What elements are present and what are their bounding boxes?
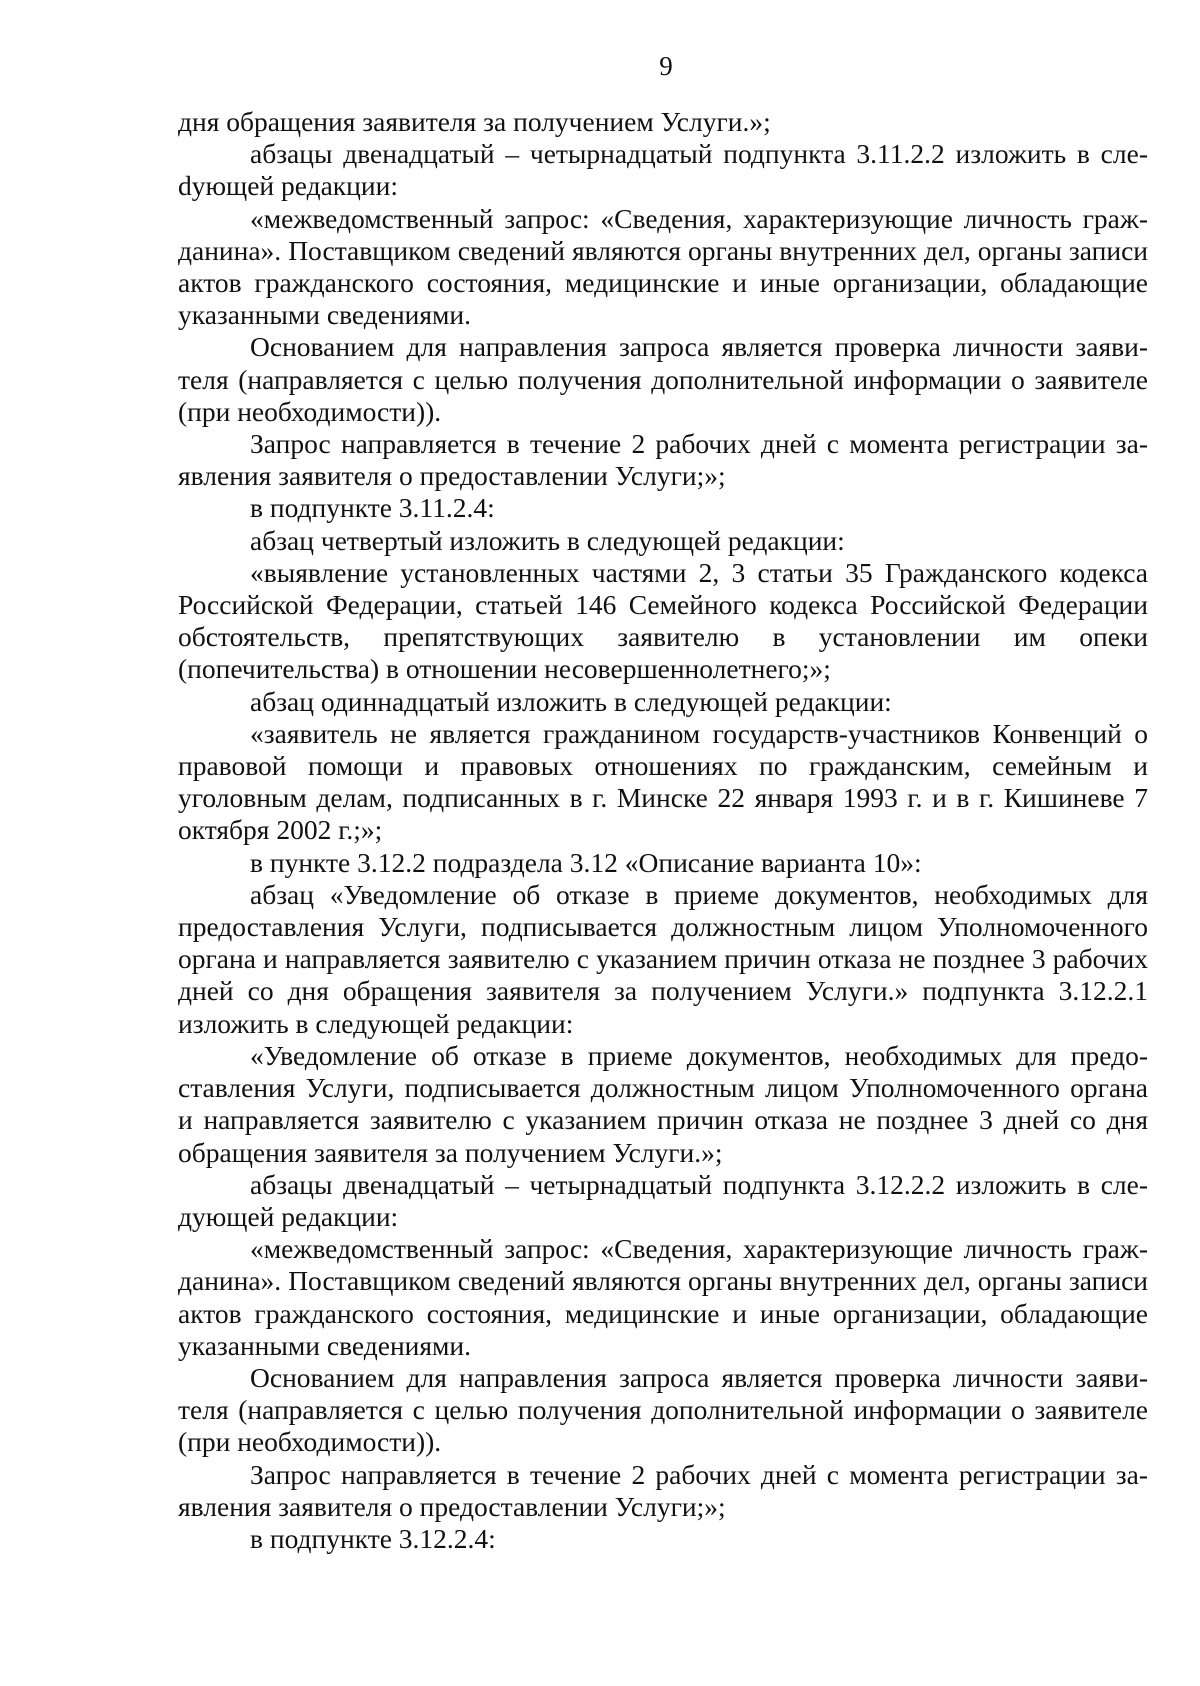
paragraph: Основанием для направления запроса является проверка личности заявителя (направляется с целью получения дополнительной информации о заявителе (при необходимости)). bbox=[178, 1361, 1148, 1458]
paragraph: «межведомственный запрос: «Сведения, характеризующие личность гражданина». Поставщиком сведений являются органы внутренних дел, органы записи актов гражданского состояния, медицинские и иные организации, обладающие указанными сведениями. bbox=[178, 1233, 1148, 1361]
paragraph: Основанием для направления запроса является проверка личности заявителя (направляется с целью получения дополнительной информации о заявителе (при необходимости)). bbox=[178, 331, 1148, 427]
paragraph: абзац «Уведомление об отказе в приеме документов, необходимых для предоставления Услуги, подписывается должностным лицом Уполномоченного органа и направляется заявителю с указанием причин отказа не позднее 3 рабочих дней со дня обращения заявителя за получением Услуги.» подпункта 3.12.2.1 изложить в следующей редакции: bbox=[178, 878, 1148, 1039]
paragraph: абзац четвертый изложить в следующей редакции: bbox=[250, 524, 845, 556]
paragraph: «Уведомление об отказе в приеме документов, необходимых для предоставления Услуги, подписывается должностным лицом Уполномоченного органа и направляется заявителю с указанием причин отказа не позднее 3 дней со дня обращения заявителя за получением Услуги.»; bbox=[178, 1039, 1148, 1168]
paragraph: в подпункте 3.12.2.4: bbox=[250, 1522, 496, 1554]
paragraph: в пункте 3.12.2 подраздела 3.12 «Описание варианта 10»: bbox=[250, 846, 922, 878]
page-number: 9 bbox=[659, 51, 673, 81]
paragraph: Запрос направляется в течение 2 рабочих дней с момента регистрации заявления заявителя о предоставлении Услуги;»; bbox=[178, 1458, 1148, 1522]
paragraph: абзацы двенадцатый – четырнадцатый подпункта 3.11.2.2 изложить в слеdующей редакции: bbox=[178, 138, 1148, 202]
paragraph: «заявитель не является гражданином государств-участников Конвенций о правовой помощи и правовых отношениях по гражданским, семейным и уголовным делам, подписанных в г. Минске 22 января 1993 г. и в г. Кишиневе 7 октября 2002 г.;»; bbox=[178, 717, 1148, 846]
paragraph: абзацы двенадцатый – четырнадцатый подпункта 3.12.2.2 изложить в следующей редакции: bbox=[178, 1168, 1148, 1232]
paragraph: Запрос направляется в течение 2 рабочих дней с момента регистрации заявления заявителя о предоставлении Услуги;»; bbox=[178, 428, 1148, 492]
paragraph: «выявление установленных частями 2, 3 статьи 35 Гражданского кодекса Российской Федерации, статьей 146 Семейного кодекса Российской Федерации обстоятельств, препятствующих заявителю в установлении им опеки (попечительства) в отношении несовершеннолетнего;»; bbox=[178, 556, 1148, 685]
paragraph: в подпункте 3.11.2.4: bbox=[250, 492, 495, 524]
document-body bbox=[178, 106, 1148, 1555]
paragraph: «межведомственный запрос: «Сведения, характеризующие личность гражданина». Поставщиком сведений являются органы внутренних дел, органы записи актов гражданского состояния, медицинские и иные организации, обладающие указанными сведениями. bbox=[178, 202, 1148, 331]
paragraph: дня обращения заявителя за получением Услуги.»; bbox=[178, 106, 771, 137]
paragraph: абзац одиннадцатый изложить в следующей редакции: bbox=[250, 685, 892, 717]
